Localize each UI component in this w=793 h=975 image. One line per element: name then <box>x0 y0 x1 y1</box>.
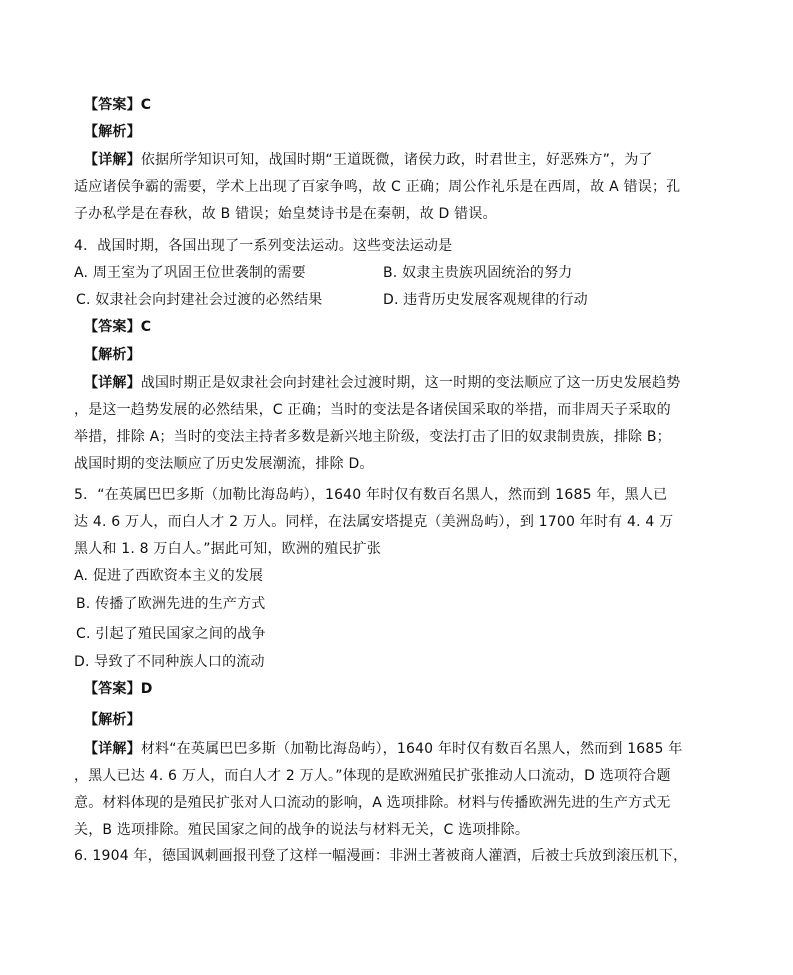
detail-line-q4-2: ，是这一趋势发展的必然结果，C 正确；当时的变法是各诸侯国采取的举措，而非周天子采取的 <box>74 402 671 418</box>
detail-label-q3: 【详解】 <box>84 152 141 168</box>
question-5-stem-2: 达 4. 6 万人，而白人才 2 万人。同样，在法属安塔提克（美洲岛屿），到 1700 年时有 4. 4 万 <box>74 514 674 530</box>
detail-text-q3-1: 依据所学知识可知，战国时期“王道既微，诸侯力政，时君世主，好恶殊方”，为了 <box>140 152 653 168</box>
question-5-option-a: A. 促进了西欧资本主义的发展 <box>74 568 264 584</box>
question-6-stem: 6. 1904 年，德国讽刺画报刊登了这样一幅漫画：非洲土著被商人灌酒，后被士兵放到滚压机下， <box>74 848 688 864</box>
detail-line-q4-1 <box>84 373 680 393</box>
question-5-stem-3: 黑人和 1. 8 万白人。”据此可知，欧洲的殖民扩张 <box>74 541 382 557</box>
question-4-option-a: A. 周王室为了巩固王位世袭制的需要 <box>74 265 306 281</box>
answer-label-q4: 【答案】C <box>84 319 152 335</box>
question-5-option-c: C. 引起了殖民国家之间的战争 <box>76 626 266 642</box>
detail-line-q3-1 <box>84 150 653 170</box>
detail-line-q5-2: ，黑人已达 4. 6 万人，而白人才 2 万人。”体现的是欧洲殖民扩张推动人口流动，D 选项符合题 <box>74 768 671 784</box>
answer-label-q3: 【答案】C <box>84 97 152 113</box>
detail-line-q3-3: 子办私学是在春秋，故 B 错误；始皇焚诗书是在秦朝，故 D 错误。 <box>74 206 497 222</box>
question-5-option-d: D. 导致了不同种族人口的流动 <box>74 654 265 670</box>
detail-label-q5: 【详解】 <box>84 741 141 757</box>
detail-text-q4-1: 战国时期正是奴隶社会向封建社会过渡时期，这一时期的变法顺应了这一历史发展趋势 <box>140 375 681 391</box>
question-4-option-d: D. 违背历史发展客观规律的行动 <box>383 292 588 308</box>
detail-line-q4-3: 举措，排除 A；当时的变法主持者多数是新兴地主阶级，变法打击了旧的奴隶制贵族，排除 B； <box>74 429 671 445</box>
analysis-label-q3: 【解析】 <box>84 124 141 140</box>
detail-line-q5-4: 关，B 选项排除。殖民国家之间的战争的说法与材料无关，C 选项排除。 <box>74 822 530 838</box>
question-5-option-b: B. 传播了欧洲先进的生产方式 <box>76 596 266 612</box>
question-5-stem-1: 5．“在英属巴巴多斯（加勒比海岛屿），1640 年时仅有数百名黑人，然而到 1685 年，黑人已 <box>74 487 668 503</box>
question-4-stem: 4．战国时期，各国出现了一系列变法运动。这些变法运动是 <box>74 238 453 254</box>
detail-line-q3-2: 适应诸侯争霸的需要，学术上出现了百家争鸣，故 C 正确；周公作礼乐是在西周，故 A 错误；孔 <box>74 179 681 195</box>
analysis-label-q5: 【解析】 <box>84 712 141 728</box>
question-4-option-c: C. 奴隶社会向封建社会过渡的必然结果 <box>76 292 323 308</box>
question-4-option-b: B. 奴隶主贵族巩固统治的努力 <box>383 265 573 281</box>
detail-text-q5-1: 材料“在英属巴巴多斯（加勒比海岛屿），1640 年时仅有数百名黑人，然而到 1685 年 <box>140 741 683 757</box>
detail-line-q5-3: 意。材料体现的是殖民扩张对人口流动的影响，A 选项排除。材料与传播欧洲先进的生产方式无 <box>74 795 671 811</box>
analysis-label-q4: 【解析】 <box>84 347 141 363</box>
detail-line-q4-4: 战国时期的变法顺应了历史发展潮流，排除 D。 <box>74 456 374 472</box>
detail-line-q5-1 <box>84 739 682 759</box>
answer-label-q5: 【答案】D <box>84 681 153 697</box>
detail-label-q4: 【详解】 <box>84 375 141 391</box>
